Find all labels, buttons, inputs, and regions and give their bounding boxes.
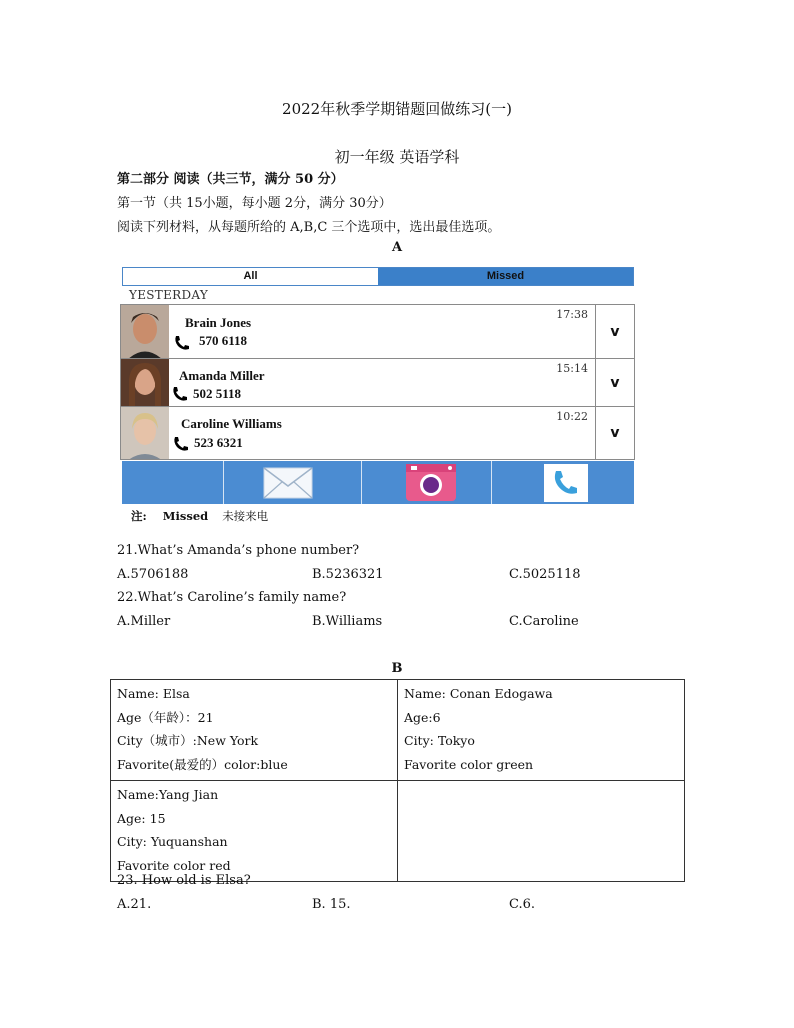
card-color: Favorite color red	[117, 857, 231, 873]
part-heading: 第二部分 阅读（共三节，满分 50 分）	[117, 172, 344, 187]
call-row[interactable]	[120, 304, 635, 359]
card-name: Name: Conan Edogawa	[404, 686, 553, 701]
phone-icon	[172, 435, 190, 453]
mail-icon[interactable]	[263, 467, 313, 499]
instruction-text: 阅读下列材料，从每题所给的 A,B,C 三个选项中，选出最佳选项。	[117, 220, 501, 235]
phone-icon	[173, 334, 191, 352]
card-city: City: Tokyo	[404, 733, 475, 748]
avatar	[121, 305, 169, 358]
option-b: B.5236321	[312, 567, 384, 582]
option-c: C.6.	[509, 897, 536, 912]
info-card	[398, 680, 685, 781]
card-name: Name: Elsa	[117, 686, 190, 701]
option-c: C.Caroline	[509, 614, 579, 629]
contact-number: 570 6118	[199, 333, 248, 348]
passage-b-label: B	[391, 661, 403, 676]
card-age: Age（年龄）：21	[117, 709, 214, 725]
tab-all[interactable]: All	[243, 270, 258, 282]
option-a: A.Miller	[117, 614, 171, 629]
question-stem: 23. How old is Elsa?	[117, 873, 251, 888]
chevron-down-icon[interactable]: v	[595, 305, 634, 358]
option-b: B. 15.	[312, 897, 351, 912]
option-b: B.Williams	[312, 614, 383, 629]
chevron-down-icon[interactable]: v	[595, 407, 634, 459]
question-stem: 21.What’s Amanda’s phone number?	[117, 543, 360, 558]
call-time: 10:22	[556, 410, 588, 423]
card-age: Age:6	[404, 709, 441, 725]
avatar	[121, 407, 169, 459]
info-card-empty	[398, 781, 685, 882]
note-prefix: 注:	[131, 509, 147, 523]
chevron-down-icon[interactable]: v	[595, 359, 634, 406]
call-time: 17:38	[556, 308, 588, 321]
option-a: A.5706188	[117, 567, 189, 582]
question-stem: 22.What’s Caroline’s family name?	[117, 590, 347, 605]
note-meaning: 未接来电	[222, 509, 269, 523]
card-age: Age: 15	[117, 810, 166, 826]
call-time: 15:14	[556, 362, 588, 375]
phone-icon	[171, 385, 189, 403]
page-subtitle: 初一年级 英语学科	[334, 148, 460, 166]
card-color: Favorite color green	[404, 756, 534, 772]
call-tabs	[122, 267, 634, 286]
option-c: C.5025118	[509, 567, 581, 582]
info-table	[110, 679, 685, 882]
avatar	[121, 359, 169, 406]
contact-number: 502 5118	[193, 386, 242, 401]
card-name: Name:Yang Jian	[117, 787, 219, 802]
contact-name: Caroline Williams	[181, 416, 282, 431]
call-list	[120, 304, 635, 460]
card-color: Favorite(最爱的）color:blue	[117, 756, 288, 772]
option-a: A.21.	[117, 897, 152, 912]
section-label-yesterday: YESTERDAY	[129, 288, 209, 302]
bottom-action-bar	[122, 461, 634, 504]
page-title: 2022年秋季学期错题回做练习(一)	[282, 100, 512, 118]
info-card	[111, 680, 398, 781]
contact-number: 523 6321	[194, 435, 243, 450]
passage-a-label: A	[391, 240, 403, 255]
contact-name: Amanda Miller	[179, 368, 265, 383]
section-heading: 第一节（共 15小题，每小题 2分，满分 30分）	[117, 196, 392, 211]
card-city: City（城市）:New York	[117, 733, 259, 748]
missed-note	[131, 508, 268, 524]
phone-icon[interactable]	[544, 464, 588, 502]
tab-missed[interactable]: Missed	[378, 268, 633, 285]
note-term: Missed	[162, 509, 209, 523]
camera-icon[interactable]	[405, 463, 457, 502]
contact-name: Brain Jones	[185, 315, 252, 330]
call-row[interactable]	[120, 358, 635, 407]
card-city: City: Yuquanshan	[117, 834, 228, 849]
call-row[interactable]	[120, 406, 635, 460]
info-card	[111, 781, 398, 882]
